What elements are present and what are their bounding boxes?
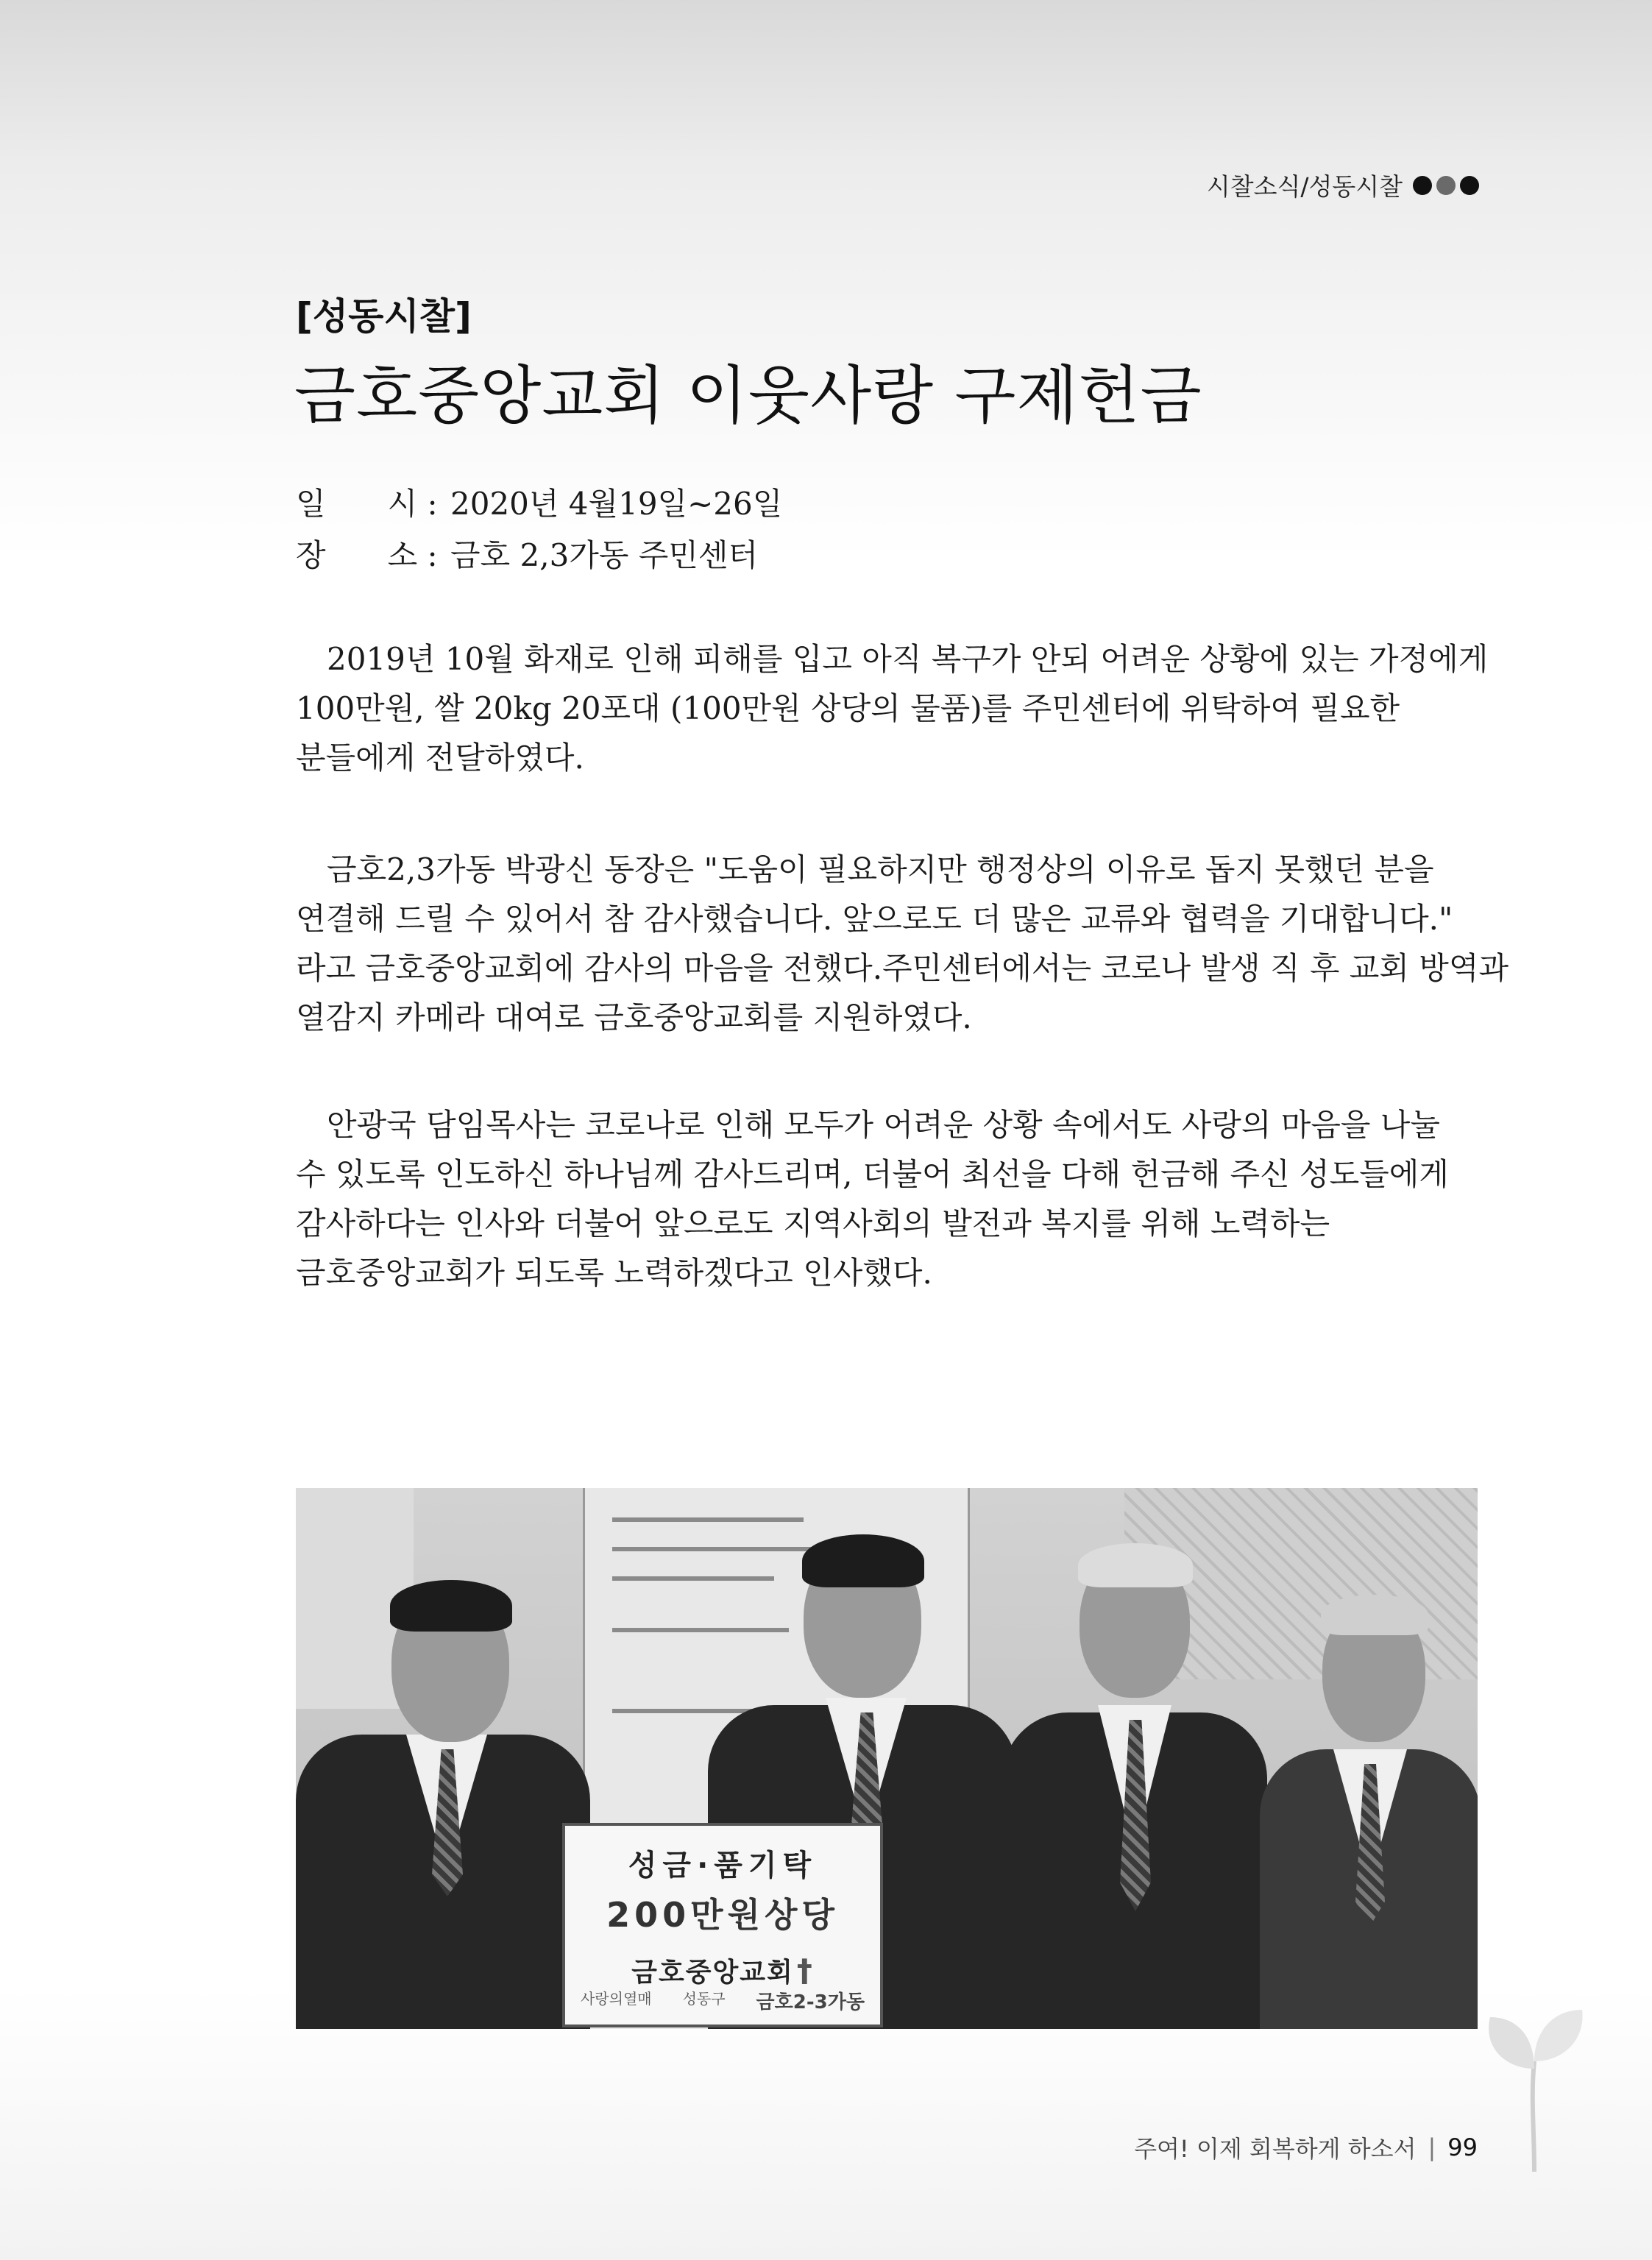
paragraph-line: 수 있도록 인도하신 하나님께 감사드리며, 더불어 최선을 다해 헌금해 주신 성도들에게	[296, 1156, 1449, 1192]
paragraph-line: 분들에게 전달하였다.	[296, 740, 584, 776]
footer-slogan: 주여! 이제 회복하게 하소서	[1134, 2135, 1417, 2163]
donation-sign	[562, 1823, 883, 2027]
hair	[1321, 1595, 1428, 1635]
sign-footer	[565, 1987, 880, 2014]
sprout-decoration-icon	[1461, 1980, 1608, 2172]
meta-place-label: 장 소 :	[296, 537, 438, 573]
paragraph-line: 금호2,3가동 박광신 동장은 "도움이 필요하지만 행정상의 이유로 돕지 못했던 분을	[296, 851, 1434, 888]
paragraph-line: 100만원, 쌀 20kg 20포대 (100만원 상당의 물품)를 주민센터에 위탁하여 필요한	[296, 690, 1400, 726]
sign-footer-right: 금호2-3가동	[756, 1991, 865, 2013]
hair	[390, 1580, 512, 1632]
hair	[802, 1534, 924, 1587]
sign-church-name: 금호중앙교회	[631, 1958, 794, 1988]
meta-place-row	[296, 531, 758, 575]
meta-place-value: 금호 2,3가동 주민센터	[450, 537, 759, 573]
page-footer	[1134, 2130, 1478, 2164]
article-title: 금호중앙교회 이웃사랑 구제헌금	[294, 359, 1202, 433]
person-left	[296, 1551, 605, 2029]
paragraph-line: 연결해 드릴 수 있어서 참 감사했습니다. 앞으로도 더 많은 교류와 협력을 기대합니다."	[296, 901, 1453, 937]
meta-date-value: 2020년 4월19일~26일	[450, 486, 783, 522]
page-number: 99	[1447, 2133, 1478, 2161]
donation-photo	[296, 1488, 1478, 2029]
paragraph-1	[296, 634, 1489, 782]
paragraph-line: 안광국 담임목사는 코로나로 인해 모두가 어려운 상황 속에서도 사랑의 마음을 나눌	[296, 1107, 1440, 1143]
person-far-right	[1260, 1573, 1478, 2029]
paragraph-3	[296, 1100, 1477, 1297]
footer-separator: |	[1428, 2133, 1436, 2161]
dot-icon	[1413, 176, 1432, 195]
meta-date-label: 일 시 :	[296, 486, 438, 522]
paragraph-line: 금호중앙교회가 되도록 노력하겠다고 인사했다.	[296, 1255, 932, 1291]
dot-icon	[1460, 176, 1479, 195]
section-dots-icon	[1413, 176, 1479, 195]
section-label: 시찰소식/성동시찰	[1206, 172, 1403, 201]
sign-line-1: 성금·품기탁	[628, 1849, 818, 1882]
paragraph-line: 감사하다는 인사와 더불어 앞으로도 지역사회의 발전과 복지를 위해 노력하는	[296, 1205, 1330, 1241]
paragraph-line: 라고 금호중앙교회에 감사의 마음을 전했다.주민센터에서는 코로나 발생 직 후 교회 방역과	[296, 950, 1509, 986]
cross-icon: †	[796, 1952, 814, 1988]
article-category: [성동시찰]	[296, 295, 472, 338]
paragraph-2	[296, 845, 1509, 1042]
sign-line-3	[565, 1952, 880, 1989]
section-breadcrumb	[1207, 168, 1479, 202]
paragraph-line: 2019년 10월 화재로 인해 피해를 입고 아직 복구가 안되 어려운 상황에 있는 가정에게	[296, 641, 1489, 677]
dot-icon	[1436, 176, 1456, 195]
sign-footer-left: 사랑의열매	[580, 1990, 652, 2008]
meta-date-row	[296, 480, 782, 524]
paragraph-line: 열감지 카메라 대여로 금호중앙교회를 지원하였다.	[296, 999, 972, 1035]
person-right	[1002, 1521, 1267, 2029]
sign-line-2: 200만원상당	[606, 1895, 839, 1935]
sign-footer-mid: 성동구	[682, 1990, 726, 2008]
hair	[1078, 1543, 1193, 1587]
